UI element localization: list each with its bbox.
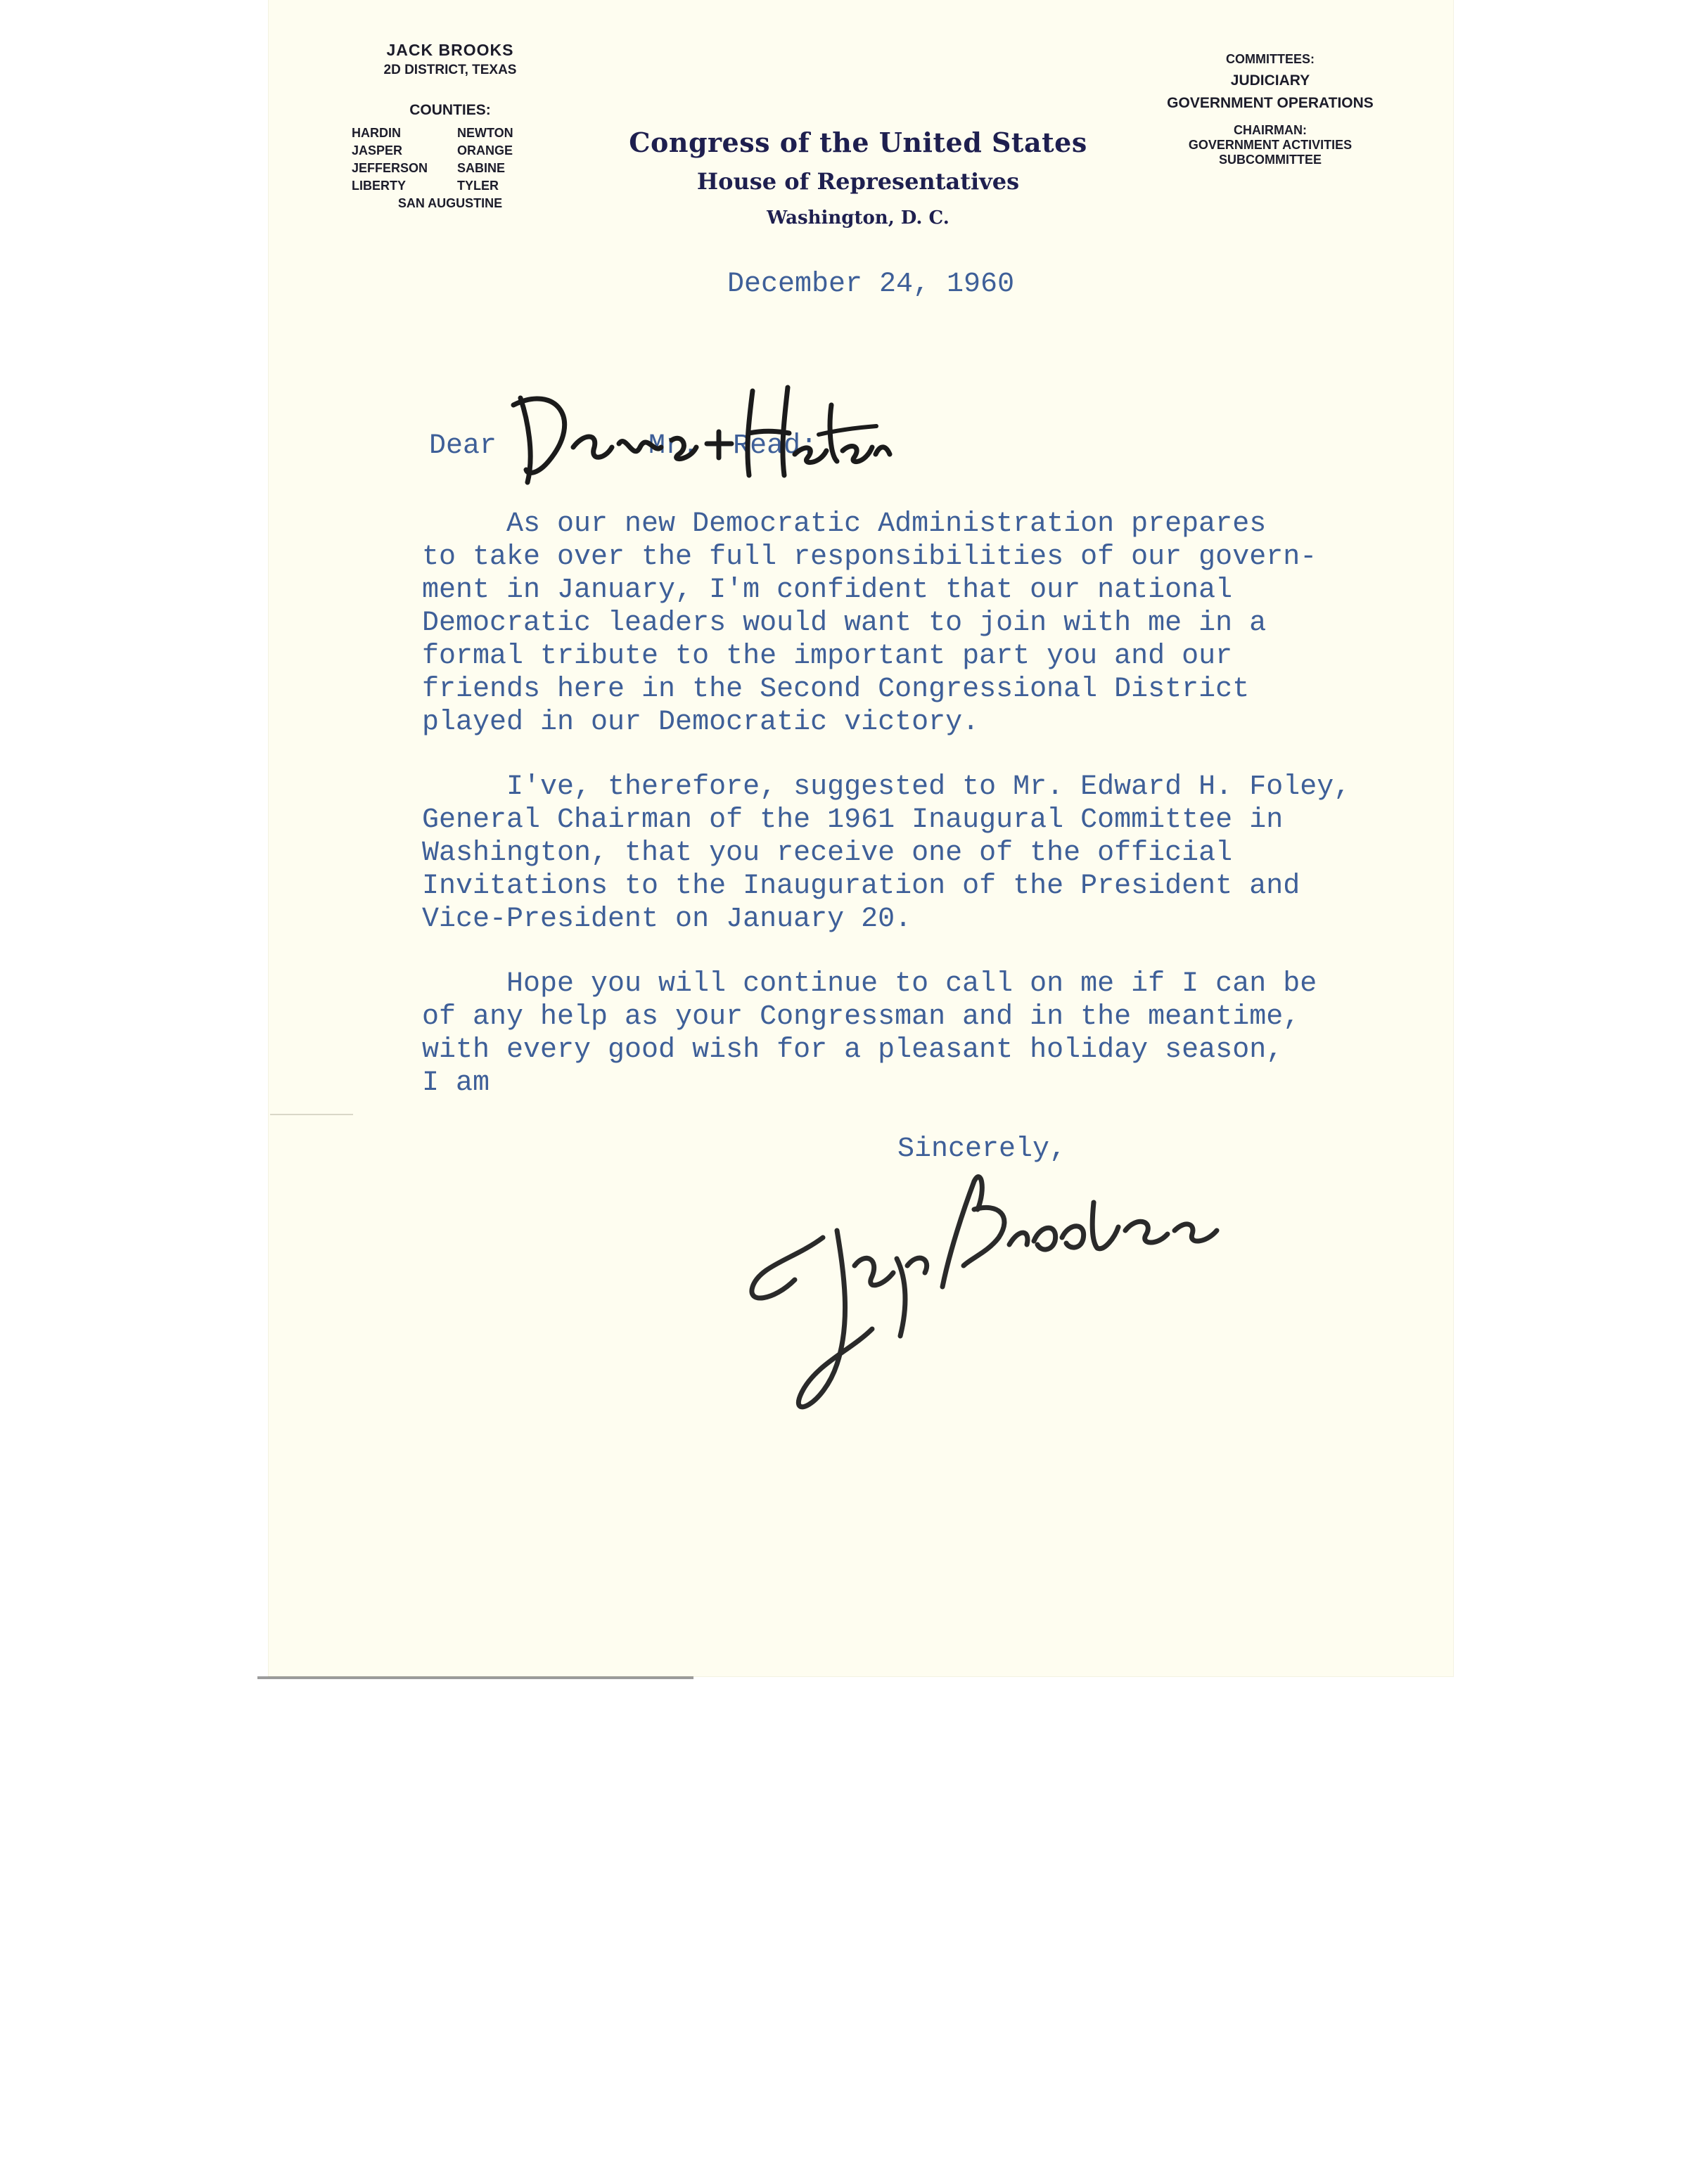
member-district: 2D DISTRICT, TEXAS bbox=[383, 63, 517, 77]
county-name: TYLER bbox=[457, 179, 499, 193]
body-paragraph-2: I've, therefore, suggested to Mr. Edward H. Foley, General Chairman of the 1961 Inaugural Committee in Washington, that you receive one of the official Invitations to the Inauguration of the President and Vice-President on January 20. bbox=[422, 771, 1351, 935]
fold-mark bbox=[270, 1114, 353, 1115]
closing-text: Sincerely, bbox=[897, 1133, 1067, 1165]
letterhead-title-block bbox=[619, 127, 1097, 229]
signature bbox=[731, 1153, 1266, 1448]
counties-list bbox=[309, 126, 591, 193]
member-name: JACK BROOKS bbox=[386, 41, 514, 59]
letterhead-committees-block bbox=[1115, 52, 1425, 167]
county-name: LIBERTY bbox=[352, 179, 407, 193]
county-name: SABINE bbox=[457, 161, 506, 175]
county-name: ORANGE bbox=[457, 143, 513, 158]
salutation: Dear Mr. Read: bbox=[429, 430, 818, 462]
letter-date: December 24, 1960 bbox=[727, 269, 1015, 300]
county-name: NEWTON bbox=[457, 126, 513, 140]
body-paragraph-1: As our new Democratic Administration prepares to take over the full responsibilities of our govern- ment in January, I'm confident that our national Democratic leaders would want to join with me in a formal tribute to the important part you and our friends here in the Second Congressional District played in our Democratic victory. bbox=[422, 508, 1317, 738]
chairman-line-2: SUBCOMMITTEE bbox=[1219, 153, 1322, 167]
chairman-title: CHAIRMAN: bbox=[1234, 123, 1307, 137]
county-name: JASPER bbox=[352, 143, 403, 158]
letterhead-member-block bbox=[309, 41, 591, 211]
chairman-line-1: GOVERNMENT ACTIVITIES bbox=[1188, 138, 1353, 152]
committees-title: COMMITTEES: bbox=[1226, 52, 1315, 66]
counties-title: COUNTIES: bbox=[409, 102, 491, 118]
county-name: HARDIN bbox=[352, 126, 401, 140]
county-name-last: SAN AUGUSTINE bbox=[397, 196, 503, 210]
house-title: House of Representatives bbox=[696, 168, 1020, 195]
salutation-dash-mark bbox=[816, 420, 879, 442]
sheet-bottom-edge bbox=[257, 1676, 693, 1679]
county-name: JEFFERSON bbox=[352, 161, 428, 175]
congress-title: Congress of the United States bbox=[629, 127, 1087, 158]
committee-judiciary: JUDICIARY bbox=[1230, 72, 1310, 89]
city-title: Washington, D. C. bbox=[767, 207, 950, 229]
committee-government-operations: GOVERNMENT OPERATIONS bbox=[1167, 95, 1374, 111]
body-paragraph-3: Hope you will continue to call on me if I can be of any help as your Congressman and in the meantime, with every good wish for a pleasant holiday season, I am bbox=[422, 968, 1317, 1099]
